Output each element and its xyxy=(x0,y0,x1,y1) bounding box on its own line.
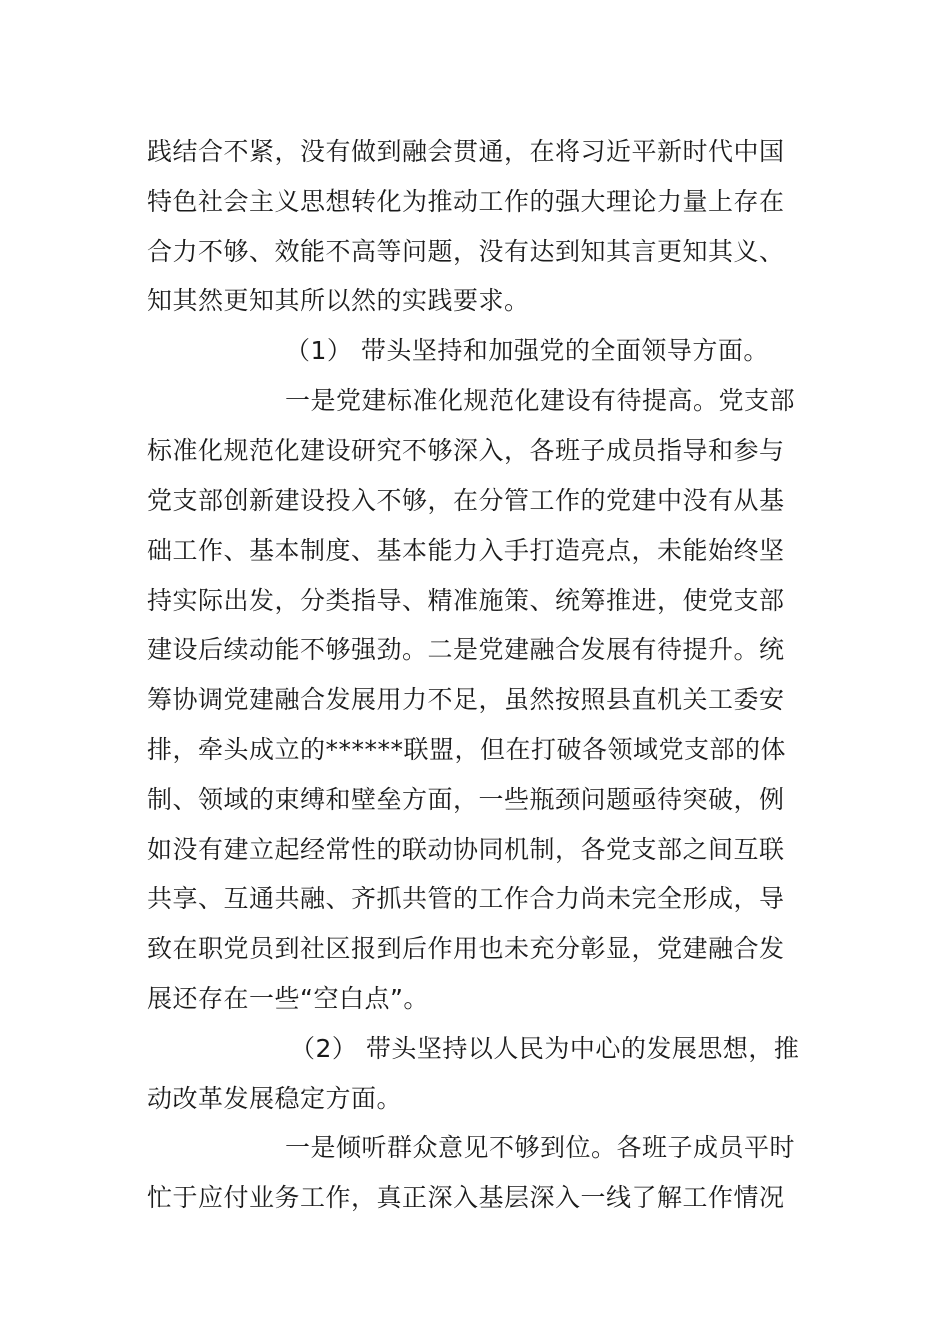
text-line: 党支部创新建设投入不够，在分管工作的党建中没有从基 xyxy=(147,486,785,515)
text-line: 制、领域的束缚和壁垒方面，一些瓶颈问题亟待突破，例 xyxy=(147,785,785,814)
text-line: 排，牵头成立的******联盟，但在打破各领域党支部的体 xyxy=(147,735,787,764)
text-line: 合力不够、效能不高等问题，没有达到知其言更知其义、 xyxy=(147,237,785,266)
text-line: 践结合不紧，没有做到融会贯通，在将习近平新时代中国 xyxy=(147,137,785,166)
text-line: 动改革发展稳定方面。 xyxy=(147,1084,403,1113)
section-heading-1: （1） 带头坚持和加强党的全面领导方面。 xyxy=(285,336,769,365)
text-line: 展还存在一些“空白点”。 xyxy=(147,984,429,1013)
text-line: 致在职党员到社区报到后作用也未充分彰显，党建融合发 xyxy=(147,934,785,963)
text-line: 础工作、基本制度、基本能力入手打造亮点，未能始终坚 xyxy=(147,536,785,565)
text-line: 筹协调党建融合发展用力不足，虽然按照县直机关工委安 xyxy=(147,685,785,714)
text-line: 如没有建立起经常性的联动协同机制，各党支部之间互联 xyxy=(147,835,785,864)
text-line: 忙于应付业务工作，真正深入基层深入一线了解工作情况 xyxy=(147,1183,785,1212)
paragraph-start: 一是党建标准化规范化建设有待提高。党支部 xyxy=(285,386,796,415)
text-line: 建设后续动能不够强劲。二是党建融合发展有待提升。统 xyxy=(147,635,785,664)
paragraph-start: 一是倾听群众意见不够到位。各班子成员平时 xyxy=(285,1133,796,1162)
text-line: 共享、互通共融、齐抓共管的工作合力尚未完全形成，导 xyxy=(147,884,785,913)
section-heading-2: （2） 带头坚持以人民为中心的发展思想，推 xyxy=(290,1034,800,1063)
text-line: 标准化规范化建设研究不够深入，各班子成员指导和参与 xyxy=(147,436,785,465)
text-line: 知其然更知其所以然的实践要求。 xyxy=(147,286,530,315)
text-line: 特色社会主义思想转化为推动工作的强大理论力量上存在 xyxy=(147,187,785,216)
text-line: 持实际出发，分类指导、精准施策、统筹推进，使党支部 xyxy=(147,586,785,615)
